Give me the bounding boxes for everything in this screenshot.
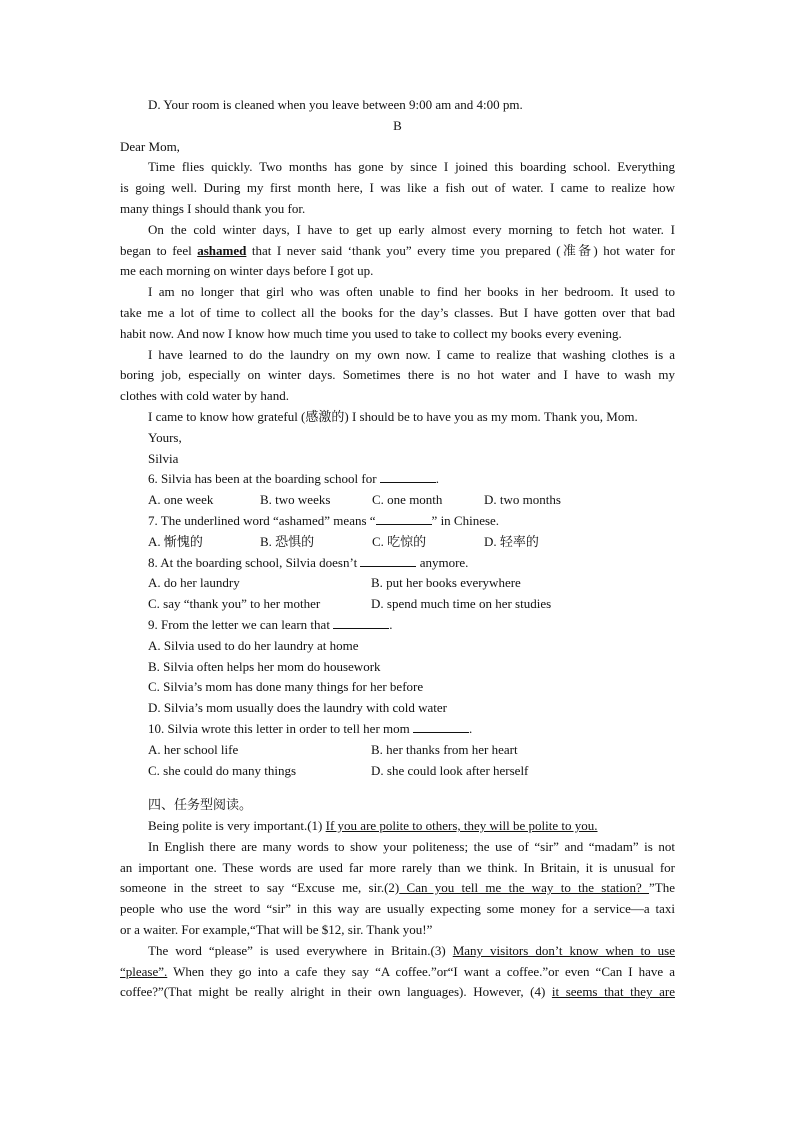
passage-line: The word “please” is used everywhere in Britain.(3) Many visitors don’t know when to use	[148, 942, 676, 958]
underlined-word-ashamed: ashamed	[197, 242, 247, 258]
question-stem: 10. Silvia wrote this letter in order to tell her mom .	[148, 720, 473, 736]
option: C. 吃惊的	[372, 533, 427, 549]
option: C. one month	[372, 492, 443, 508]
answer-blank	[413, 719, 469, 733]
underlined-sentence-4: it seems that they are	[551, 984, 675, 1000]
letter-line: many things I should thank you for.	[120, 200, 306, 216]
underlined-sentence-2: Can you tell me the way to the station?	[399, 880, 650, 896]
option: D. spend much time on her studies	[371, 596, 552, 612]
answer-blank	[360, 553, 416, 567]
underlined-sentence-3: Many visitors don’t know when to use	[452, 942, 676, 958]
document-page	[120, 95, 675, 1003]
letter-line: is going well. During my first month here, I was like a fish out of water. I came to realize how	[120, 180, 675, 196]
option: B. two weeks	[260, 492, 331, 508]
letter-closing: Yours,	[148, 429, 182, 445]
question-options	[120, 573, 675, 594]
letter-line: I came to know how grateful (感激的) I should be to have you as my mom. Thank you, Mom.	[148, 408, 638, 424]
passage-line: “please”. When they go into a cafe they say “A coffee.”or“I want a coffee.”or even “Can I have a	[120, 963, 675, 979]
section-heading: 四、任务型阅读。	[148, 797, 253, 813]
option: C. Silvia’s mom has done many things for her before	[148, 679, 424, 695]
answer-blank	[376, 511, 432, 525]
letter-line: On the cold winter days, I have to get up early almost every morning to fetch hot water. I	[148, 221, 675, 237]
letter-line: clothes with cold water by hand.	[120, 388, 289, 404]
passage-line: people who use the word “sir” in this way are usually expecting some money for a service—a taxi	[120, 901, 675, 917]
passage-line: or a waiter. For example,“That will be $12, sir. Thank you!”	[120, 922, 433, 938]
letter-line: take me a lot of time to collect all the books for the day’s classes. But I have gotten over that bad	[120, 304, 675, 320]
option: A. one week	[148, 492, 214, 508]
passage-label: B	[393, 117, 402, 133]
question-options	[120, 490, 675, 511]
option: D. two months	[484, 492, 561, 508]
option: D. she could look after herself	[371, 762, 529, 778]
prev-option-d: D. Your room is cleaned when you leave between 9:00 am and 4:00 pm.	[148, 97, 523, 112]
option: B. 恐惧的	[260, 533, 315, 549]
letter-line: habit now. And now I know how much time you used to take to collect my books every evening.	[120, 325, 622, 341]
question-stem: 9. From the letter we can learn that .	[148, 616, 393, 632]
passage-line: an important one. These words are used far more rarely than we think. In Britain, it is unusual for	[120, 859, 675, 875]
question-stem: 6. Silvia has been at the boarding school for .	[148, 471, 440, 487]
letter-line: me each morning on winter days before I got up.	[120, 263, 374, 279]
passage-line: coffee?”(That might be really alright in their own languages). However, (4) it seems that they are	[120, 984, 675, 1000]
letter-line: Time flies quickly. Two months has gone by since I joined this boarding school. Everything	[148, 159, 675, 175]
letter-line: I am no longer that girl who was often unable to find her books in her bedroom. It used to	[148, 284, 675, 300]
option: A. 惭愧的	[148, 533, 203, 549]
option: A. Silvia used to do her laundry at home	[148, 637, 359, 653]
question-stem: 8. At the boarding school, Silvia doesn’t anymore.	[148, 554, 469, 570]
passage-line: In English there are many words to show your politeness; the use of “sir” and “madam” is not	[148, 838, 675, 854]
option: D. 轻率的	[484, 533, 539, 549]
letter-line: began to feel ashamed that I never said ‘thank you” every time you prepared (准备) hot water for	[120, 242, 675, 258]
option: A. her school life	[148, 741, 239, 757]
underlined-sentence-1: If you are polite to others, they will be polite to you.	[325, 818, 598, 834]
passage-line: someone in the street to say “Excuse me, sir.(2) Can you tell me the way to the station? ”The	[120, 880, 675, 896]
option: C. she could do many things	[148, 762, 297, 778]
question-options	[120, 761, 675, 782]
option: A. do her laundry	[148, 575, 240, 591]
question-stem: 7. The underlined word “ashamed” means “ ” in Chinese.	[148, 512, 500, 528]
letter-line: boring job, especially on winter days. Sometimes there is no hot water and I have to wash my	[120, 367, 675, 383]
option: C. say “thank you” to her mother	[148, 596, 321, 612]
letter-signature: Silvia	[148, 450, 179, 466]
passage-line: Being polite is very important.(1) If you are polite to others, they will be polite to you.	[148, 818, 598, 834]
answer-blank	[333, 615, 389, 629]
underlined-sentence-3-end: “please”.	[120, 963, 168, 979]
option: B. her thanks from her heart	[371, 741, 518, 757]
letter-greeting: Dear Mom,	[120, 138, 180, 154]
question-options	[120, 532, 675, 553]
question-options	[120, 740, 675, 761]
answer-blank	[380, 469, 436, 483]
option: B. Silvia often helps her mom do housework	[148, 658, 381, 674]
letter-line: I have learned to do the laundry on my own now. I came to realize that washing clothes is a	[148, 346, 675, 362]
option: B. put her books everywhere	[371, 575, 521, 591]
question-options	[120, 594, 675, 615]
option: D. Silvia’s mom usually does the laundry with cold water	[148, 700, 447, 716]
